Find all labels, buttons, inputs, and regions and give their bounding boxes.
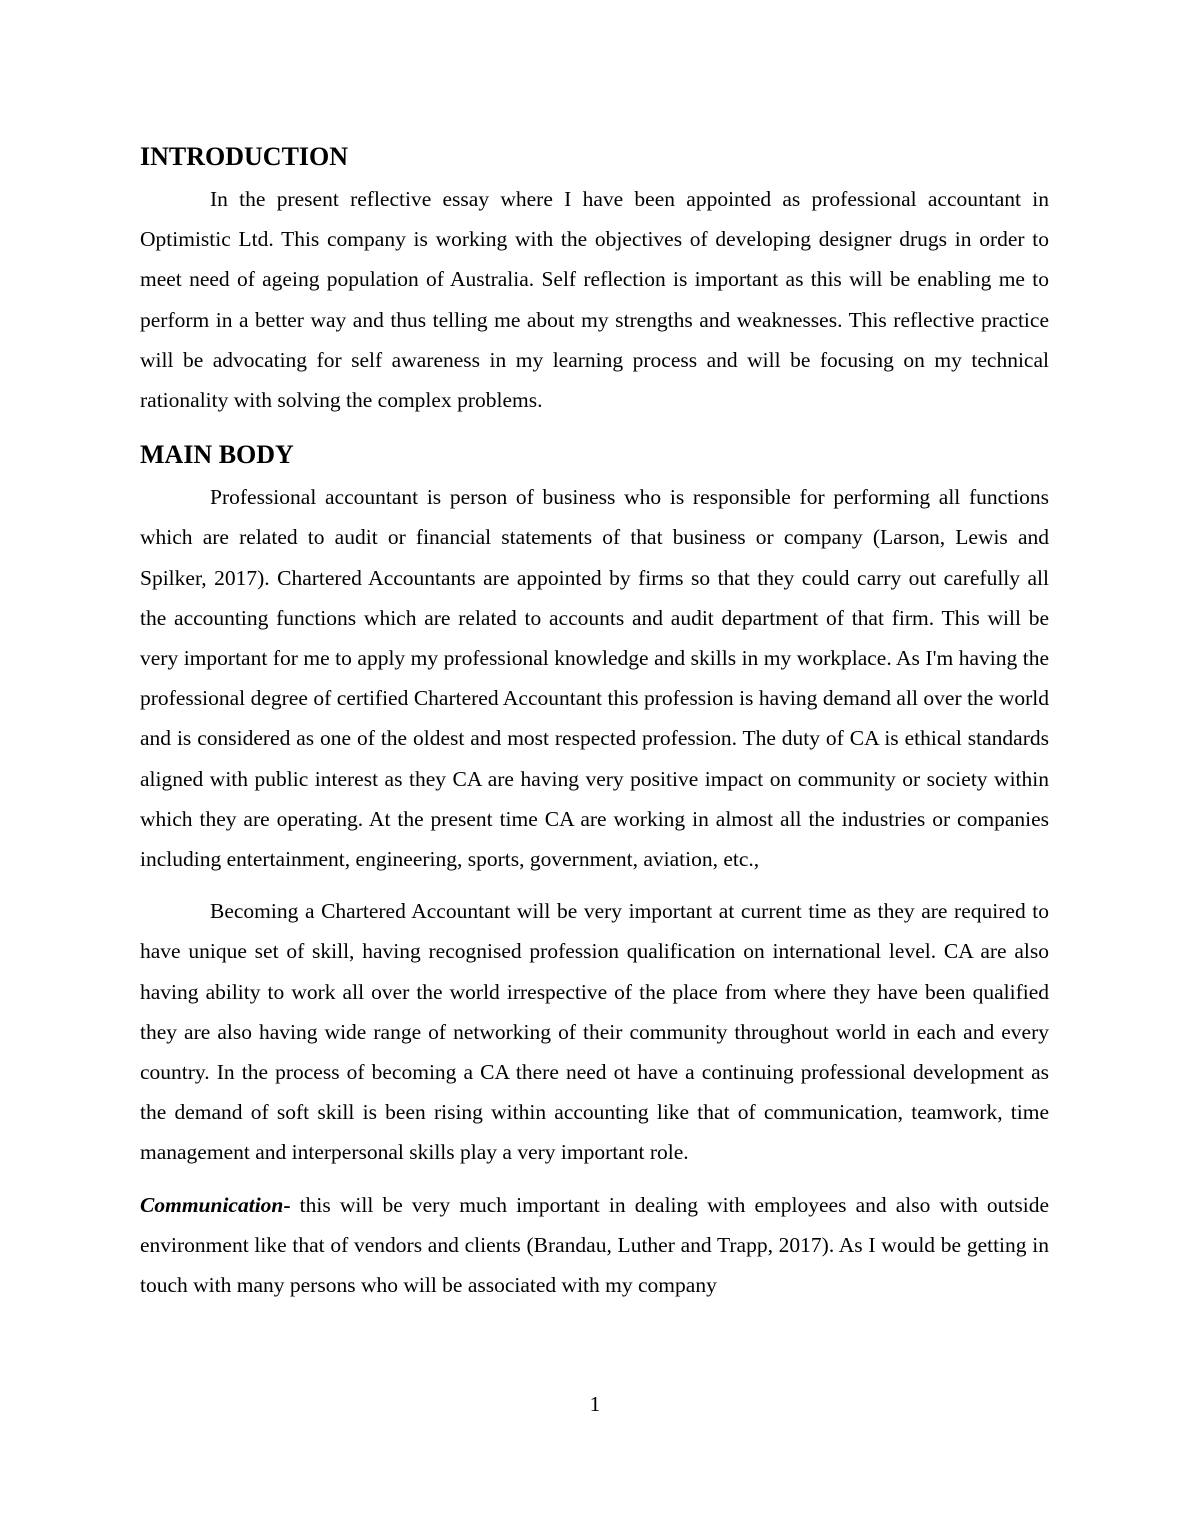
main-body-paragraph-1: Professional accountant is person of business who is responsible for performing all functions which are related to audit or financial statements of that business or company (Larson, Lewis and Spilker, 2017). Chartered Accountants are appointed by firms so that they could carry out carefully all the accounting functions which are related to accounts and audit department of that firm. This will be very important for me to apply my professional knowledge and skills in my workplace. As I'm having the professional degree of certified Chartered Accountant this profession is having demand all over the world and is considered as one of the oldest and most respected profession. The duty of CA is ethical standards aligned with public interest as they CA are having very positive impact on community or society within which they are operating. At the present time CA are working in almost all the industries or companies including entertainment, engineering, sports, government, aviation, etc., xyxy=(140,485,1049,872)
communication-text: this will be very much important in dealing with employees and also with outside environment like that of vendors and clients (Brandau, Luther and Trapp, 2017). As I would be getting in touch with many persons who will be associated with my company xyxy=(140,1192,1049,1298)
communication-term: Communication xyxy=(140,1192,284,1217)
heading-introduction: INTRODUCTION xyxy=(140,142,349,171)
page-number: 1 xyxy=(589,1392,601,1416)
communication-dash: - xyxy=(283,1192,291,1217)
introduction-paragraph: In the present reflective essay where I have been appointed as professional accountant in Optimistic Ltd. This company is working with the objectives of developing designer drugs in order to meet need of ageing population of Australia. Self reflection is important as this will be enabling me to perform in a better way and thus telling me about my strengths and weaknesses. This reflective practice will be advocating for self awareness in my learning process and will be focusing on my technical rationality with solving the complex problems. xyxy=(140,187,1049,413)
page-content xyxy=(140,140,1049,1305)
heading-main-body: MAIN BODY xyxy=(140,440,294,470)
communication-paragraph xyxy=(140,1185,1049,1306)
main-body-paragraph-2: Becoming a Chartered Accountant will be very important at current time as they are required to have unique set of skill, having recognised profession qualification on international level. CA are also having ability to work all over the world irrespective of the place from where they have been qualified they are also having wide range of networking of their community throughout world in each and every country. In the process of becoming a CA there need ot have a continuing professional development as the demand of soft skill is been rising within accounting like that of communication, teamwork, time management and interpersonal skills play a very important role. xyxy=(140,899,1049,1165)
